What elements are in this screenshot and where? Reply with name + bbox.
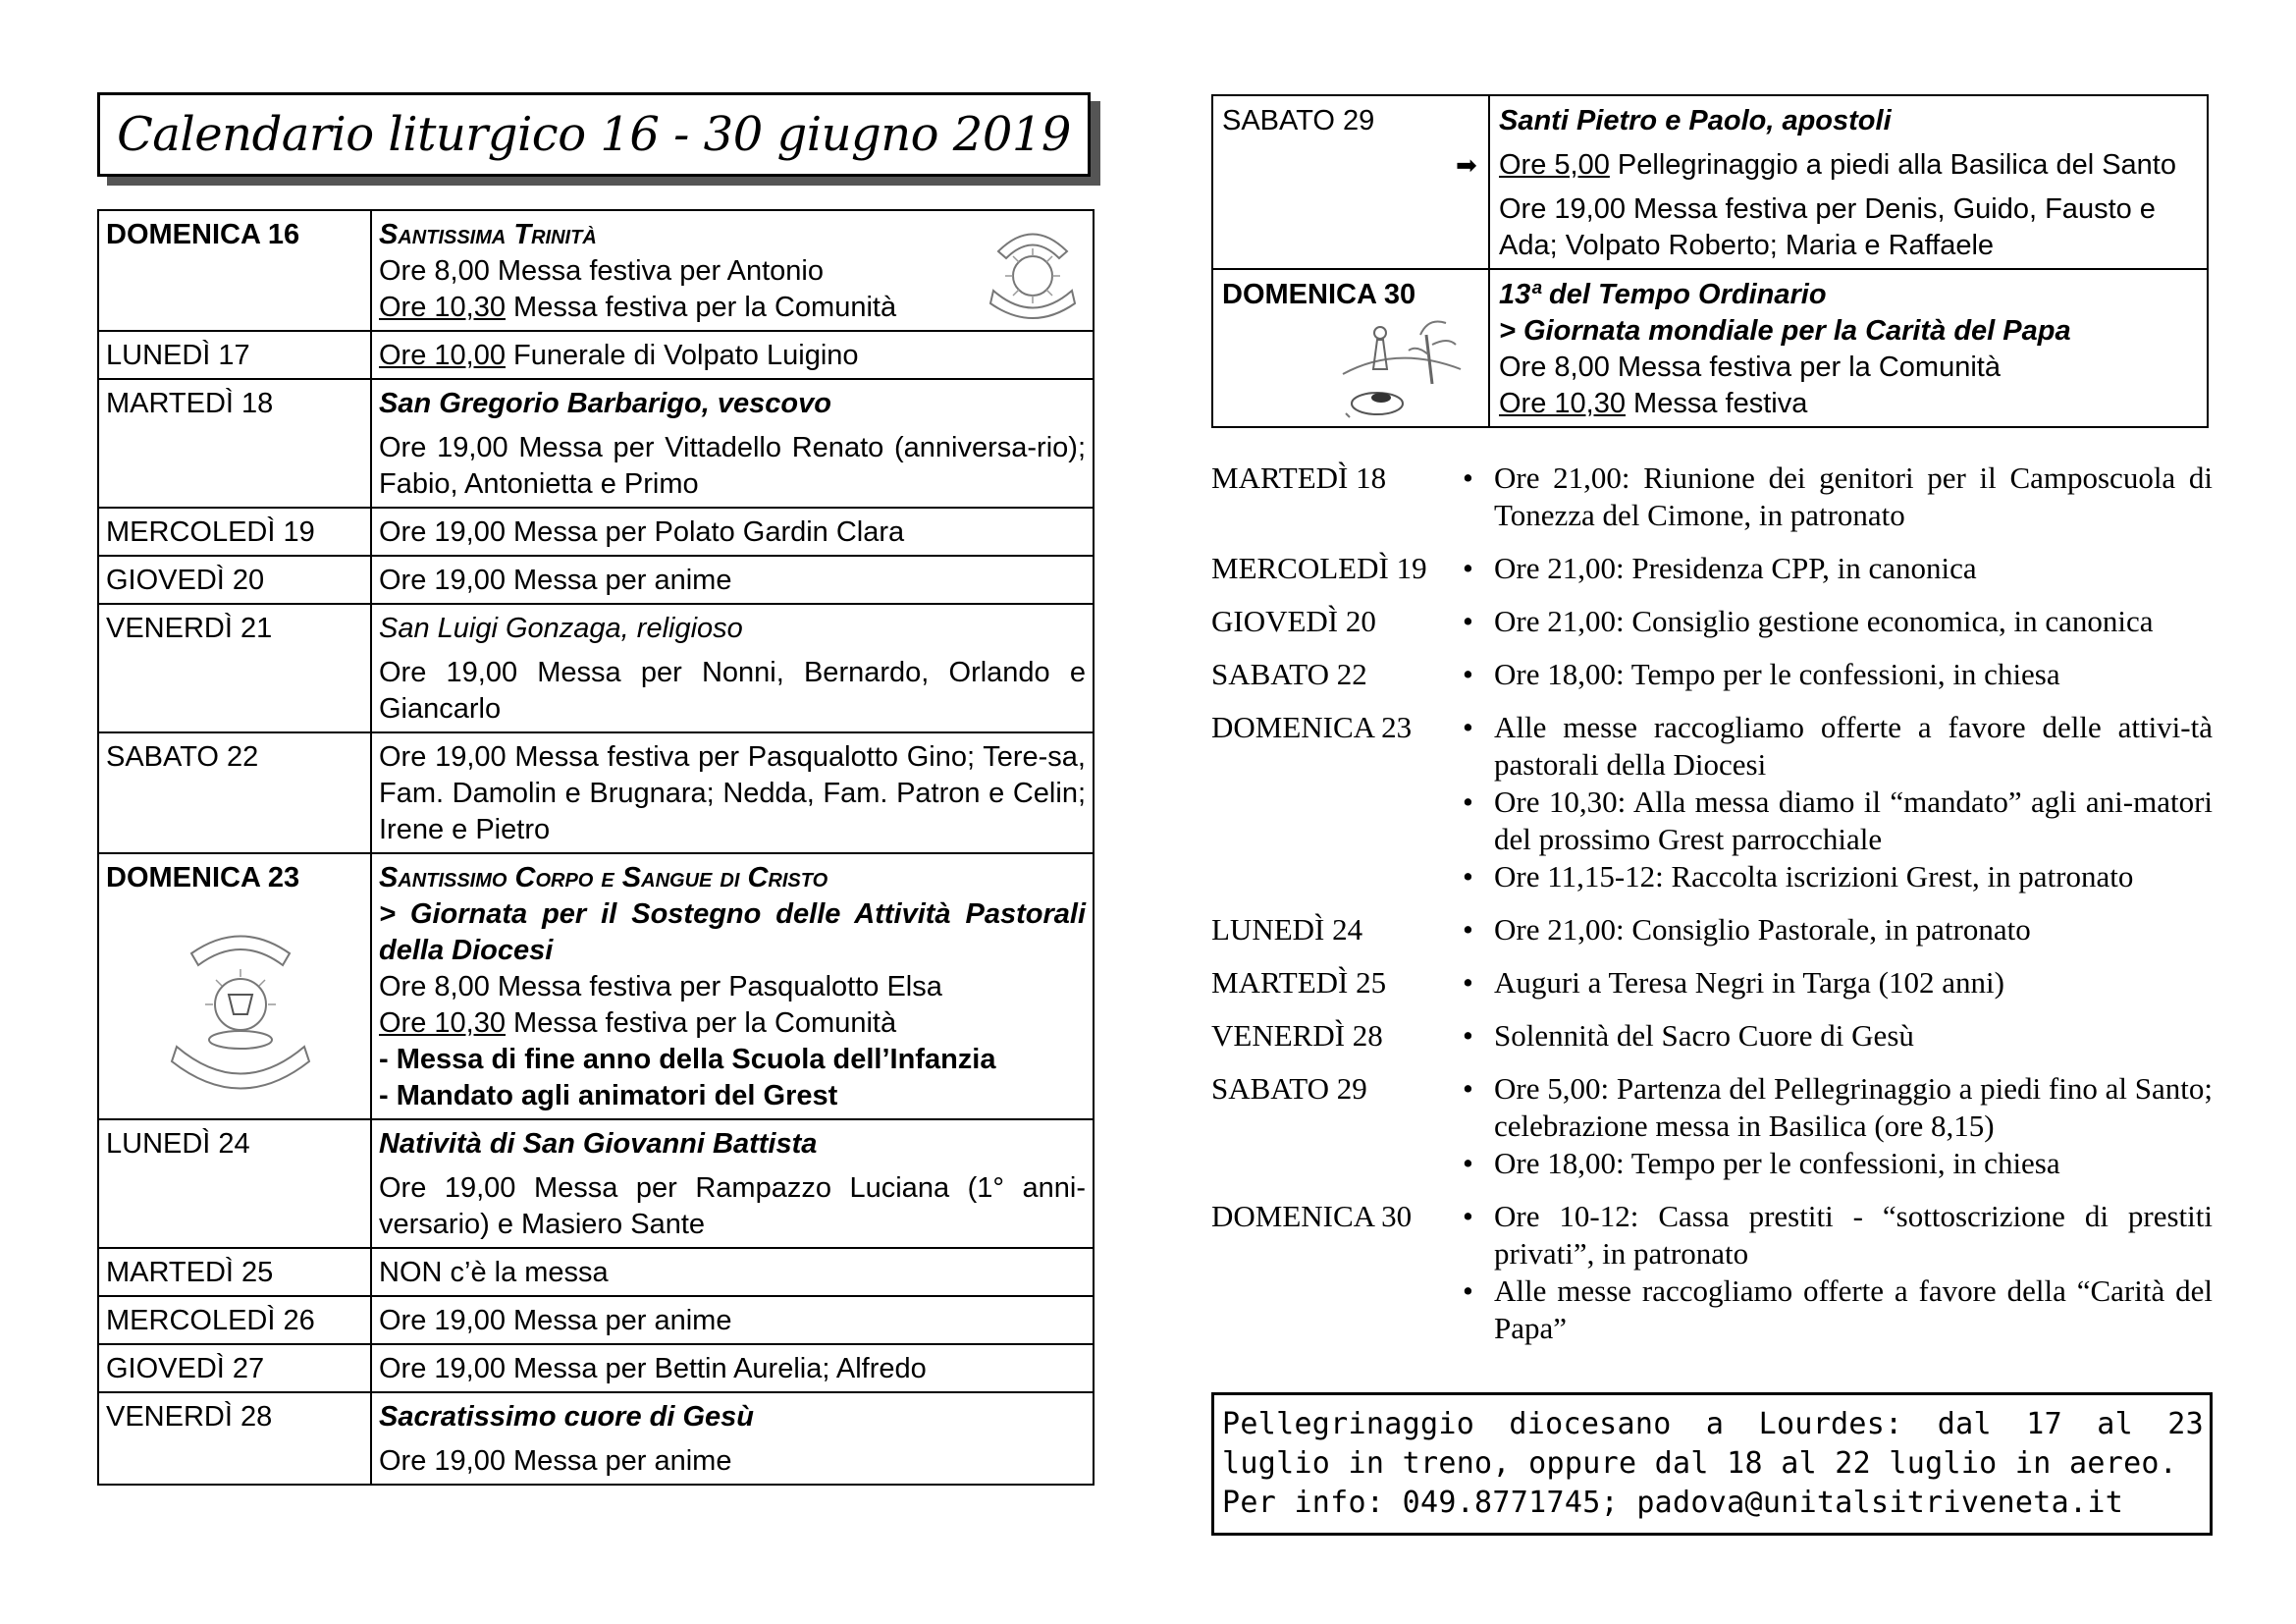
note-bullet: • Ore 18,00: Tempo per le confessioni, in chiesa [1455, 1145, 2213, 1182]
mass-line [379, 338, 1086, 374]
mass-line [379, 1005, 1086, 1042]
table-row [98, 556, 1094, 604]
day-cell [1212, 269, 1489, 427]
note-line: - Messa di fine anno della Scuola dell’Infanzia [379, 1044, 996, 1075]
note-bullet: • Ore 5,00: Partenza del Pellegrinaggio a piedi fino al Santo; celebrazione messa in Basilica (ore 8,15) [1455, 1070, 2213, 1145]
feast-name: San Luigi Gonzaga, religioso [379, 613, 743, 644]
mass-line: Ore 8,00 Messa festiva per Antonio [379, 255, 824, 287]
mass-line: Ore 19,00 Messa per Nonni, Bernardo, Orlando e Giancarlo [379, 657, 1086, 725]
liturgical-calendar-table [97, 209, 1095, 1486]
feast-name: San Gregorio Barbarigo, vescovo [379, 388, 831, 419]
note-items [1455, 964, 2213, 1001]
eucharist-clipart-icon [167, 924, 314, 1091]
note-bullet: • Ore 21,00: Riunione dei genitori per il Camposcuola di Tonezza del Cimone, in patronato [1455, 460, 2213, 534]
feast-name: Santissima Trinità [379, 219, 597, 250]
mass-text: Funerale di Volpato Luigino [505, 340, 859, 371]
note-items [1455, 460, 2213, 534]
table-row [98, 1119, 1094, 1248]
event-cell [371, 1296, 1094, 1344]
event-cell [371, 331, 1094, 379]
event-cell [371, 556, 1094, 604]
note-day: GIOVEDÌ 20 [1211, 604, 1376, 638]
mass-text: Messa festiva [1625, 388, 1808, 419]
note-day: SABATO 29 [1211, 1071, 1367, 1106]
event-cell [371, 508, 1094, 556]
day-cell: VENERDÌ 28 [98, 1392, 371, 1485]
mass-line: Ore 19,00 Messa per Rampazzo Luciana (1° anni-versario) e Masiero Sante [379, 1172, 1086, 1240]
day-cell: SABATO 29 [1212, 95, 1489, 269]
day-cell: LUNEDÌ 24 [98, 1119, 371, 1248]
mass-line: Ore 19,00 Messa per Bettin Aurelia; Alfredo [379, 1353, 927, 1384]
day-cell: LUNEDÌ 17 [98, 331, 371, 379]
event-cell [371, 853, 1094, 1119]
list-item [1211, 656, 2213, 693]
arrow-right-icon: ➡ [1456, 150, 1477, 180]
note-items [1455, 1198, 2213, 1347]
day-cell: MARTEDÌ 18 [98, 379, 371, 508]
list-item [1211, 1198, 2213, 1347]
time-label: Ore 10,00 [379, 340, 506, 371]
note-items [1455, 709, 2213, 895]
feast-name: 13ª del Tempo Ordinario [1499, 279, 1827, 310]
time-label: Ore 10,30 [379, 1007, 506, 1039]
list-item [1211, 460, 2213, 534]
note-items [1455, 1070, 2213, 1182]
giornata-line: > Giornata mondiale per la Carità del Papa [1499, 315, 2071, 347]
day-cell [98, 853, 371, 1119]
weekly-notes [1211, 460, 2213, 1363]
mass-line: Ore 8,00 Messa festiva per Pasqualotto Elsa [379, 971, 942, 1002]
day-cell: GIOVEDÌ 27 [98, 1344, 371, 1392]
note-bullet: • Alle messe raccogliamo offerte a favore della “Carità del Papa” [1455, 1272, 2213, 1347]
no-mass-line: NON c’è la messa [379, 1257, 609, 1288]
feast-name: Santissimo Corpo e Sangue di Cristo [379, 862, 828, 893]
table-row [98, 210, 1094, 331]
list-item [1211, 709, 2213, 895]
ordinary-time-clipart-icon [1338, 315, 1466, 421]
note-bullet: • Ore 21,00: Consiglio Pastorale, in patronato [1455, 911, 2213, 948]
title-box [97, 92, 1091, 177]
note-items [1455, 603, 2213, 640]
event-cell [1456, 95, 2208, 269]
list-item [1211, 603, 2213, 640]
day-cell: GIOVEDÌ 20 [98, 556, 371, 604]
time-label: Ore 10,30 [1499, 388, 1626, 419]
event-cell [371, 732, 1094, 853]
pilgrimage-info-box [1211, 1392, 2213, 1536]
feast-name: Santi Pietro e Paolo, apostoli [1499, 105, 1892, 136]
note-day: MARTEDÌ 25 [1211, 965, 1387, 1000]
day-label: DOMENICA 30 [1222, 279, 1416, 310]
note-bullet: • Ore 21,00: Presidenza CPP, in canonica [1455, 550, 2213, 587]
note-items [1455, 550, 2213, 587]
note-bullet: • Solennità del Sacro Cuore di Gesù [1455, 1017, 2213, 1055]
note-bullet: • Ore 10-12: Cassa prestiti - “sottoscrizione di prestiti privati”, in patronato [1455, 1198, 2213, 1272]
mass-text: Messa festiva per la Comunità [505, 292, 897, 323]
note-day: SABATO 22 [1211, 657, 1367, 691]
event-cell [371, 210, 1094, 331]
table-row [1212, 269, 2208, 427]
list-item [1211, 1017, 2213, 1055]
time-label: Ore 5,00 [1499, 149, 1610, 181]
mass-line: Ore 19,00 Messa festiva per Denis, Guido, Fausto e Ada; Volpato Roberto; Maria e Raffaele [1499, 193, 2156, 261]
note-bullet: • Alle messe raccogliamo offerte a favore delle attivi-tà pastorali della Diocesi [1455, 709, 2213, 784]
giornata-line: > Giornata per il Sostegno delle Attività Pastorali della Diocesi [379, 898, 1086, 966]
info-text: Pellegrinaggio diocesano a Lourdes: dal 17 al 23 luglio in treno, oppure dal 18 al 22 luglio in aereo. [1222, 1407, 2204, 1481]
mass-text: Messa festiva per la Comunità [505, 1007, 897, 1039]
day-cell: MERCOLEDÌ 26 [98, 1296, 371, 1344]
table-row [98, 853, 1094, 1119]
note-day: VENERDÌ 28 [1211, 1018, 1383, 1053]
table-row [98, 604, 1094, 732]
day-label: DOMENICA 23 [106, 862, 300, 893]
liturgical-calendar-table-continued [1211, 94, 2209, 428]
note-day: LUNEDÌ 24 [1211, 912, 1363, 947]
event-cell [371, 1344, 1094, 1392]
note-bullet: • Auguri a Teresa Negri in Targa (102 anni) [1455, 964, 2213, 1001]
page-title: Calendario liturgico 16 - 30 giugno 2019 [117, 107, 1071, 162]
trinity-clipart-icon [979, 217, 1087, 325]
mass-text: Pellegrinaggio a piedi alla Basilica del Santo [1609, 149, 2176, 181]
table-row [98, 1344, 1094, 1392]
note-items [1455, 911, 2213, 948]
note-bullet: • Ore 11,15-12: Raccolta iscrizioni Grest, in patronato [1455, 858, 2213, 895]
note-items [1455, 1017, 2213, 1055]
note-day: MERCOLEDÌ 19 [1211, 551, 1427, 585]
mass-line: Ore 19,00 Messa per anime [379, 1305, 732, 1336]
mass-line [1499, 386, 2198, 422]
table-row [98, 379, 1094, 508]
day-cell: SABATO 22 [98, 732, 371, 853]
list-item [1211, 1070, 2213, 1182]
mass-line: Ore 8,00 Messa festiva per la Comunità [1499, 352, 2001, 383]
pilgrimage-line [1456, 147, 2198, 184]
event-cell [371, 604, 1094, 732]
day-cell: DOMENICA 16 [98, 210, 371, 331]
day-cell: VENERDÌ 21 [98, 604, 371, 732]
table-row [98, 732, 1094, 853]
event-cell [371, 1392, 1094, 1485]
mass-line: Ore 19,00 Messa per Polato Gardin Clara [379, 516, 905, 548]
note-day: DOMENICA 23 [1211, 710, 1413, 744]
event-cell [371, 1119, 1094, 1248]
mass-line: Ore 19,00 Messa per anime [379, 1445, 732, 1477]
day-cell: MARTEDÌ 25 [98, 1248, 371, 1296]
mass-line: Ore 19,00 Messa per anime [379, 565, 732, 596]
table-row [1212, 95, 2208, 269]
note-items [1455, 656, 2213, 693]
info-contact: Per info: 049.8771745; padova@unitalsitriveneta.it [1222, 1486, 2124, 1520]
note-line: - Mandato agli animatori del Grest [379, 1080, 838, 1111]
note-day: MARTEDÌ 18 [1211, 460, 1387, 495]
note-bullet: • Ore 21,00: Consiglio gestione economica, in canonica [1455, 603, 2213, 640]
mass-line: Ore 19,00 Messa festiva per Pasqualotto Gino; Tere-sa, Fam. Damolin e Brugnara; Nedda, Fam. Patron e Celin; Irene e Pietro [379, 741, 1086, 845]
note-bullet: • Ore 10,30: Alla messa diamo il “mandato” agli ani-matori del prossimo Grest parrocchiale [1455, 784, 2213, 858]
event-cell [371, 379, 1094, 508]
note-bullet: • Ore 18,00: Tempo per le confessioni, in chiesa [1455, 656, 2213, 693]
table-row [98, 331, 1094, 379]
list-item [1211, 550, 2213, 587]
table-row [98, 508, 1094, 556]
mass-line: Ore 19,00 Messa per Vittadello Renato (anniversa-rio); Fabio, Antonietta e Primo [379, 432, 1086, 500]
note-day: DOMENICA 30 [1211, 1199, 1413, 1233]
table-row [98, 1248, 1094, 1296]
day-cell: MERCOLEDÌ 19 [98, 508, 371, 556]
event-cell [1489, 269, 2208, 427]
time-label: Ore 10,30 [379, 292, 506, 323]
event-cell [371, 1248, 1094, 1296]
feast-name: Natività di San Giovanni Battista [379, 1128, 818, 1160]
table-row [98, 1296, 1094, 1344]
list-item [1211, 964, 2213, 1001]
list-item [1211, 911, 2213, 948]
feast-name: Sacratissimo cuore di Gesù [379, 1401, 754, 1433]
table-row [98, 1392, 1094, 1485]
